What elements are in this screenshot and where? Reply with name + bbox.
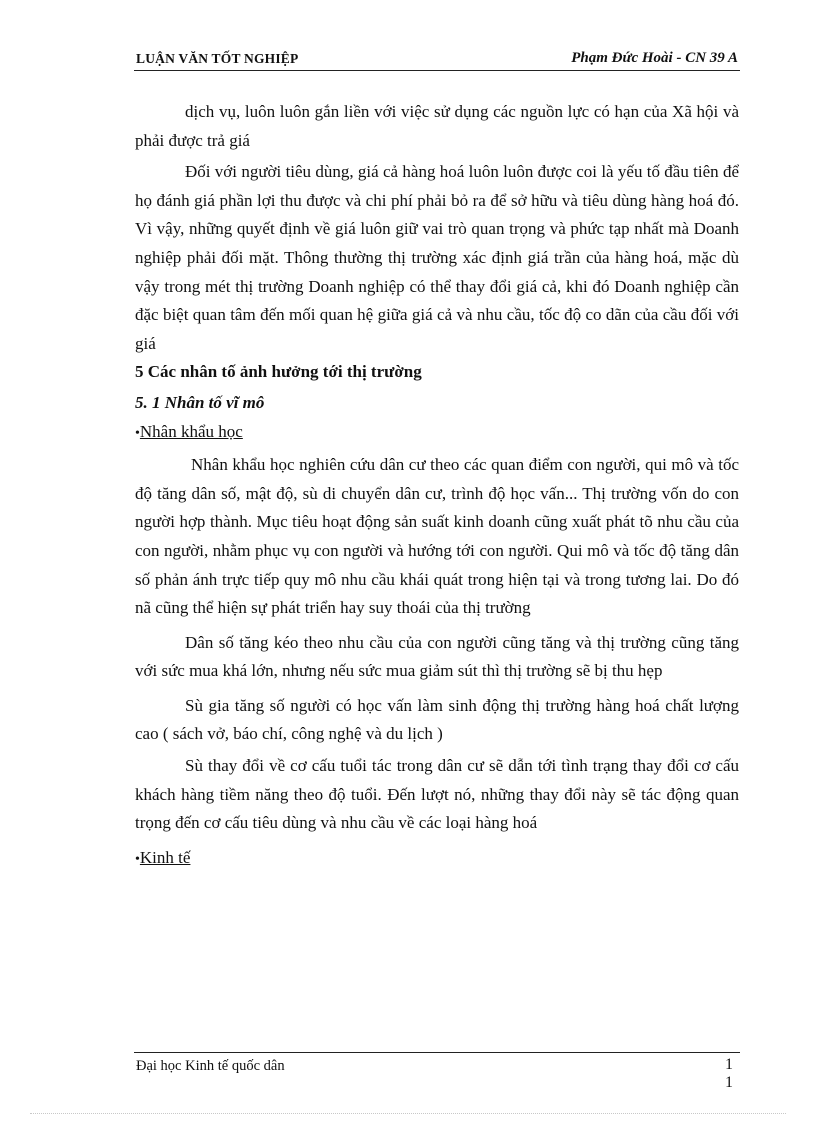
- subsection-heading: 5. 1 Nhân tố vĩ mô: [135, 392, 265, 412]
- header-author: Phạm Đức Hoài - CN 39 A: [571, 50, 738, 66]
- page-header: [134, 48, 740, 71]
- paragraph-continuation: dịch vụ, luôn luôn gắn liền với việc sử dụng các nguồn lực có hạn của Xã hội và phải được trả giá: [135, 102, 739, 150]
- footer-university: Đại học Kinh tế quốc dân: [136, 1058, 285, 1074]
- bullet-icon: •: [135, 851, 140, 867]
- paragraph-consumer-price: Đối với người tiêu dùng, giá cả hàng hoá luôn luôn được coi là yếu tố đầu tiên để họ đánh giá phần lợi thu được và chi phí phải bỏ ra để sở hữu và tiêu dùng hàng hoá đó. Vì vậy, những quyết định về giá luôn giữ vai trò quan trọng và phức tạp nhất mà Doanh nghiệp phải đối mặt. Thông thường thị trường xác định giá trần của hàng hoá, mặc dù vậy trong mét thị trường Doanh nghiệp có thể thay đổi giá cả, khi đó Doanh nghiệp cần đặc biệt quan tâm đến mối quan hệ giữa giá cả và nhu cầu, tốc độ co dãn của cầu đối với giá: [135, 162, 739, 353]
- header-thesis-title: LUẬN VĂN TỐT NGHIỆP: [136, 51, 299, 66]
- bullet-label: Kinh tế: [139, 847, 191, 867]
- bullet-economy: [135, 844, 739, 875]
- page-number: 11: [725, 1056, 733, 1091]
- paragraph-population-growth: Dân số tăng kéo theo nhu cầu của con người cũng tăng và thị trường cũng tăng với sức mua khá lớn, nhưng nếu sức mua giảm sút thì thị trường sẽ bị thu hẹp: [135, 632, 739, 681]
- bullet-icon: •: [135, 425, 140, 441]
- bullet-demographics: [135, 418, 739, 449]
- section-heading: 5 Các nhân tố ảnh hưởng tới thị trường: [135, 362, 422, 382]
- paragraph-age-structure: Sù thay đổi về cơ cấu tuổi tác trong dân cư sẽ dẫn tới tình trạng thay đổi cơ cấu khách hàng tiềm năng theo độ tuổi. Đến lượt nó, những thay đổi này sẽ tác động quan trọng đến cơ cấu tiêu dùng và nhu cầu về các loại hàng hoá: [135, 756, 739, 833]
- paragraph-demographics: Nhân khẩu học nghiên cứu dân cư theo các quan điểm con người, qui mô và tốc độ tăng dân số, mật độ, sù di chuyển dân cư, trình độ học vấn... Thị trường vốn do con người hợp thành. Mục tiêu hoạt động sản suất kinh doanh cũng xuất phát tõ nhu cầu của con người, nhằm phục vụ con người và hướng tới con người. Qui mô và tốc độ tăng dân số phản ánh trực tiếp quy mô nhu cầu khái quát trong hiện tại và trong tương lai. Do đó nã cũng thể hiện sự phát triển hay suy thoái của thị trường: [135, 455, 739, 618]
- paragraph-education: Sù gia tăng số người có học vấn làm sinh động thị trường hàng hoá chất lượng cao ( sách vở, báo chí, công nghệ và du lịch ): [135, 695, 739, 744]
- page-body: [135, 98, 739, 874]
- bullet-label: Nhân khẩu học: [139, 421, 243, 441]
- page-bottom-divider: [30, 1113, 786, 1114]
- page-footer: [134, 1052, 740, 1093]
